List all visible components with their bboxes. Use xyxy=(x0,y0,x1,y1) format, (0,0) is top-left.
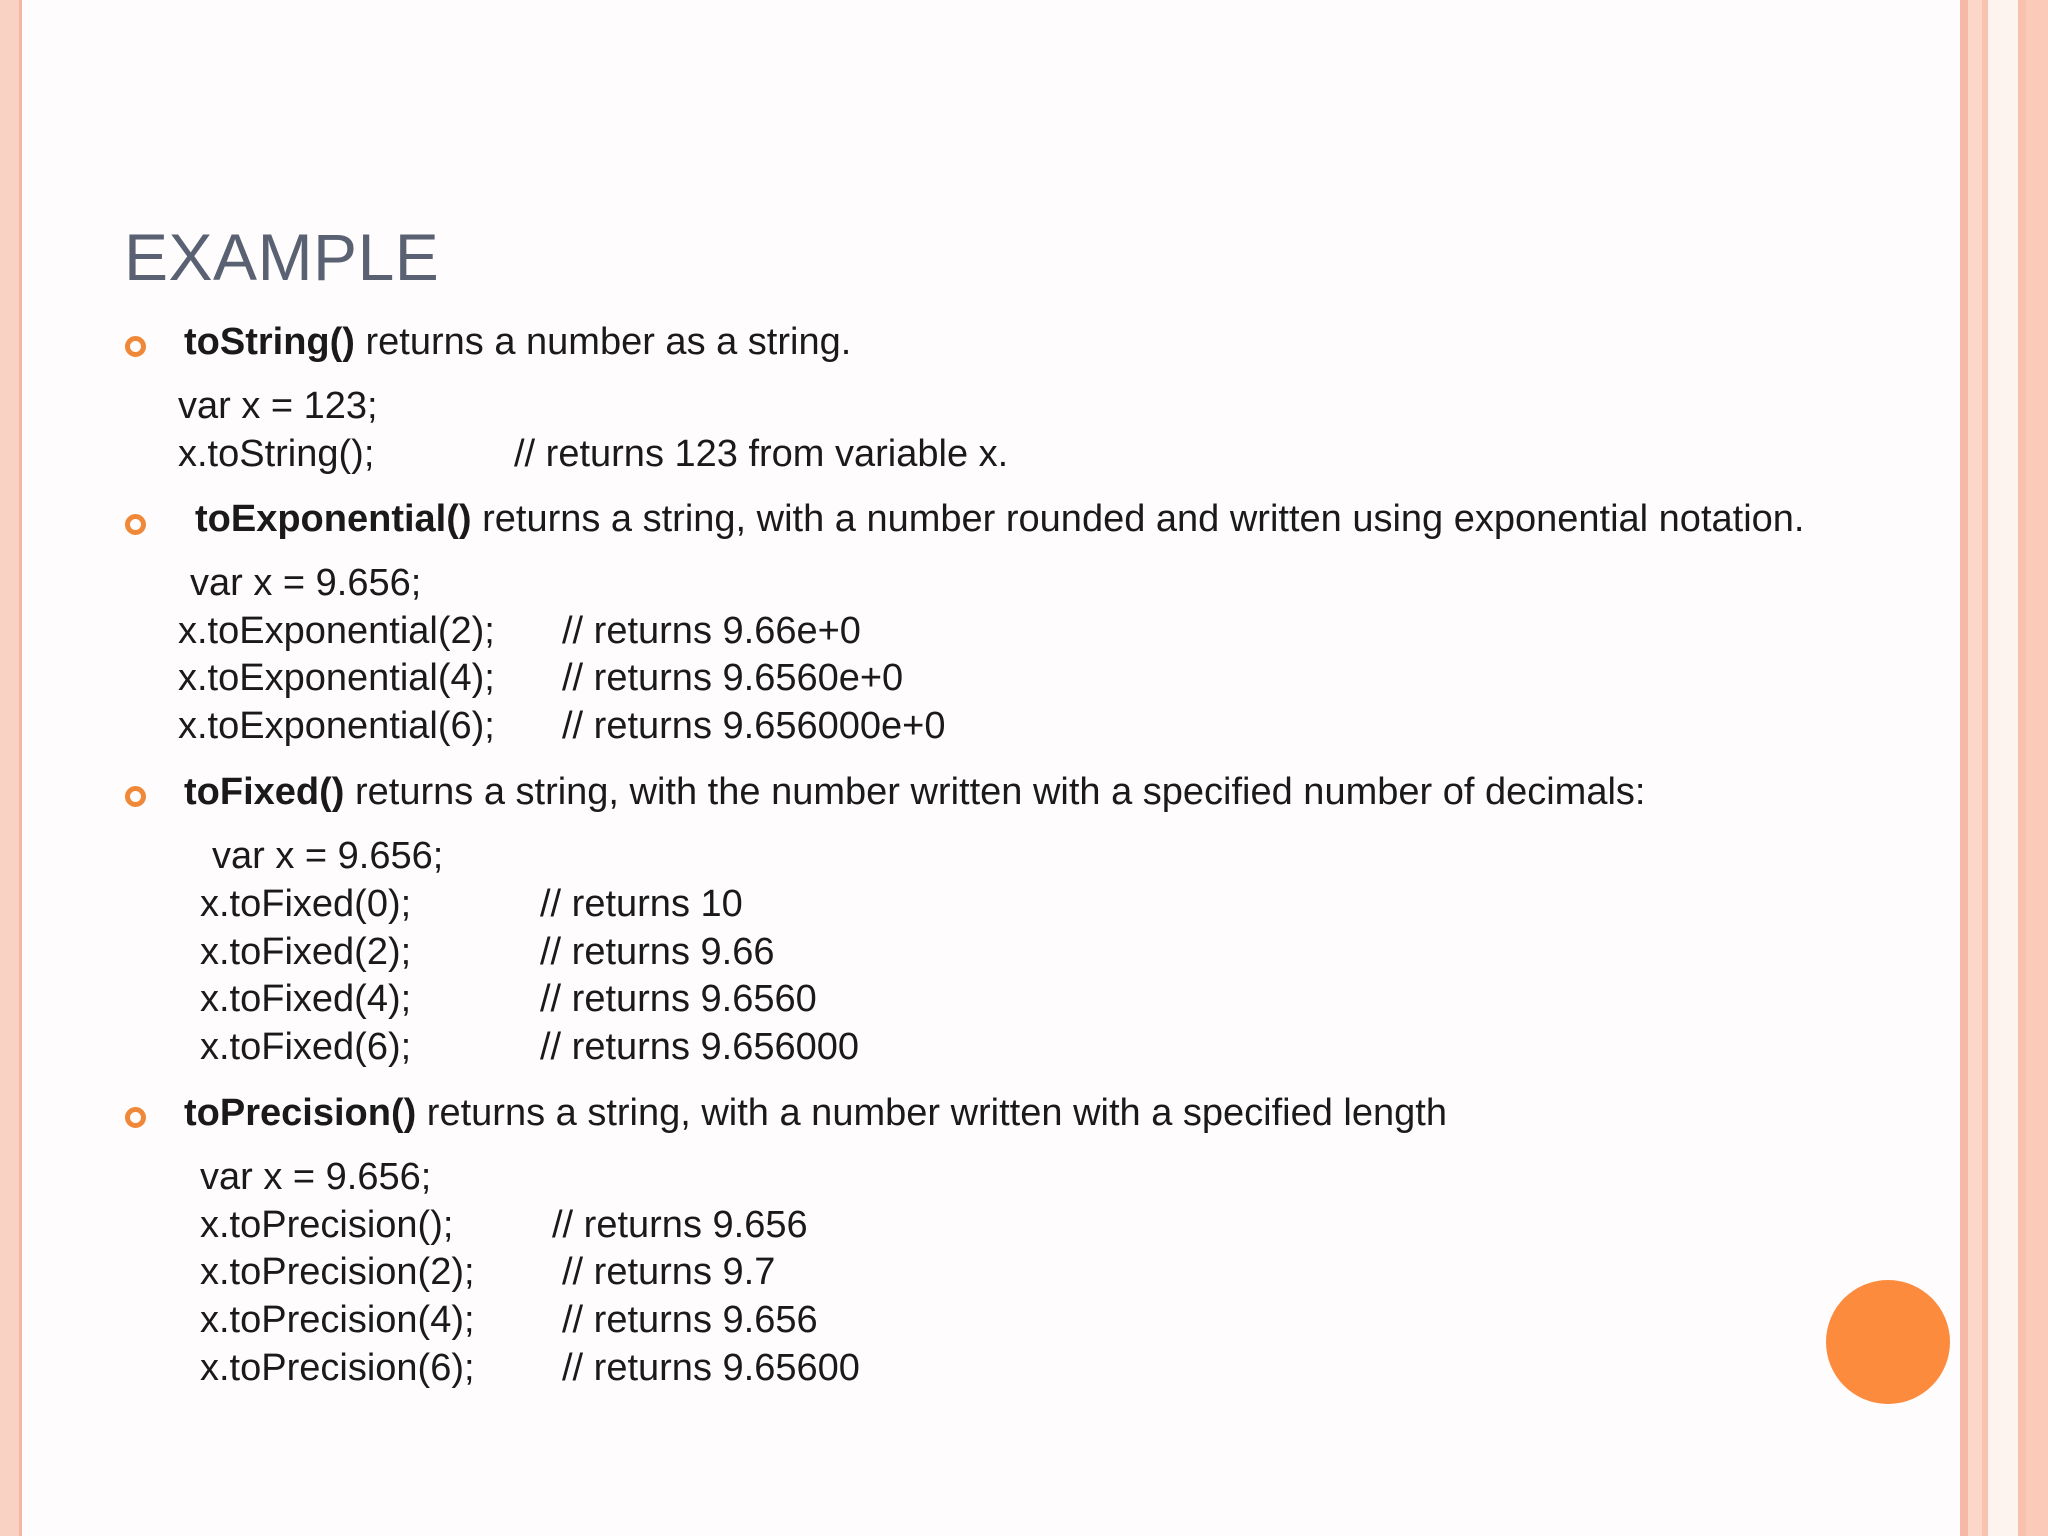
code-statement: x.toString(); xyxy=(178,433,375,475)
method-name: toExponential() xyxy=(195,498,472,540)
code-statement: x.toExponential(2); xyxy=(178,610,495,652)
right-border-stripe xyxy=(2018,0,2026,1536)
code-statement: x.toPrecision(4); xyxy=(200,1299,475,1341)
code-statement: x.toFixed(6); xyxy=(200,1026,412,1068)
right-border-stripe xyxy=(1960,0,1968,1536)
method-description: returns a number as a string. xyxy=(354,321,852,363)
code-statement: x.toPrecision(6); xyxy=(200,1347,475,1389)
bullet-ring-icon xyxy=(125,786,146,807)
code-line xyxy=(178,432,374,478)
code-comment: // returns 9.656000e+0 xyxy=(562,705,946,747)
bullet-ring-icon xyxy=(125,514,146,535)
method-name: toString() xyxy=(184,321,355,363)
right-border-stripe xyxy=(2026,0,2048,1536)
code-comment: // returns 9.66 xyxy=(540,931,775,973)
code-statement: x.toFixed(2); xyxy=(200,931,412,973)
code-comment: // returns 9.65600 xyxy=(562,1347,860,1389)
bullet-toexponential xyxy=(195,497,1804,543)
slide-title: EXAMPLE xyxy=(124,220,440,294)
method-description: returns a string, with the number written with a specified number of decimals: xyxy=(344,771,1646,813)
code-statement: var x = 123; xyxy=(178,385,378,427)
code-comment: // returns 9.656000 xyxy=(540,1026,859,1068)
bullet-toprecision xyxy=(184,1091,1447,1137)
left-border-decoration xyxy=(0,0,22,1536)
code-comment: // returns 9.66e+0 xyxy=(562,610,861,652)
accent-circle xyxy=(1826,1280,1950,1404)
bullet-tofixed xyxy=(184,770,1645,816)
code-line xyxy=(178,384,378,430)
code-statement: x.toExponential(4); xyxy=(178,657,495,699)
right-border-stripe xyxy=(1968,0,1982,1536)
code-statement: var x = 9.656; xyxy=(200,1156,432,1198)
right-border-stripe xyxy=(1988,0,2018,1536)
code-comment: // returns 9.6560 xyxy=(540,978,817,1020)
method-name: toFixed() xyxy=(184,771,345,813)
code-statement: var x = 9.656; xyxy=(212,835,444,877)
bullet-ring-icon xyxy=(125,336,146,357)
code-statement: x.toPrecision(2); xyxy=(200,1251,475,1293)
code-comment: // returns 9.656 xyxy=(562,1299,818,1341)
code-statement: x.toExponential(6); xyxy=(178,705,495,747)
method-description: returns a string, with a number written with a specified length xyxy=(416,1092,1447,1134)
code-comment: // returns 9.7 xyxy=(562,1251,776,1293)
code-comment: // returns 123 from variable x. xyxy=(514,433,1009,475)
code-statement: var x = 9.656; xyxy=(190,562,422,604)
code-comment: // returns 9.6560e+0 xyxy=(562,657,904,699)
code-statement: x.toFixed(4); xyxy=(200,978,412,1020)
bullet-ring-icon xyxy=(125,1107,146,1128)
method-name: toPrecision() xyxy=(184,1092,417,1134)
bullet-tostring xyxy=(184,320,851,366)
code-statement: x.toFixed(0); xyxy=(200,883,412,925)
method-description: returns a string, with a number rounded and written using exponential notation. xyxy=(471,498,1805,540)
code-comment: // returns 10 xyxy=(540,883,743,925)
code-comment: // returns 9.656 xyxy=(552,1204,808,1246)
code-statement: x.toPrecision(); xyxy=(200,1204,454,1246)
